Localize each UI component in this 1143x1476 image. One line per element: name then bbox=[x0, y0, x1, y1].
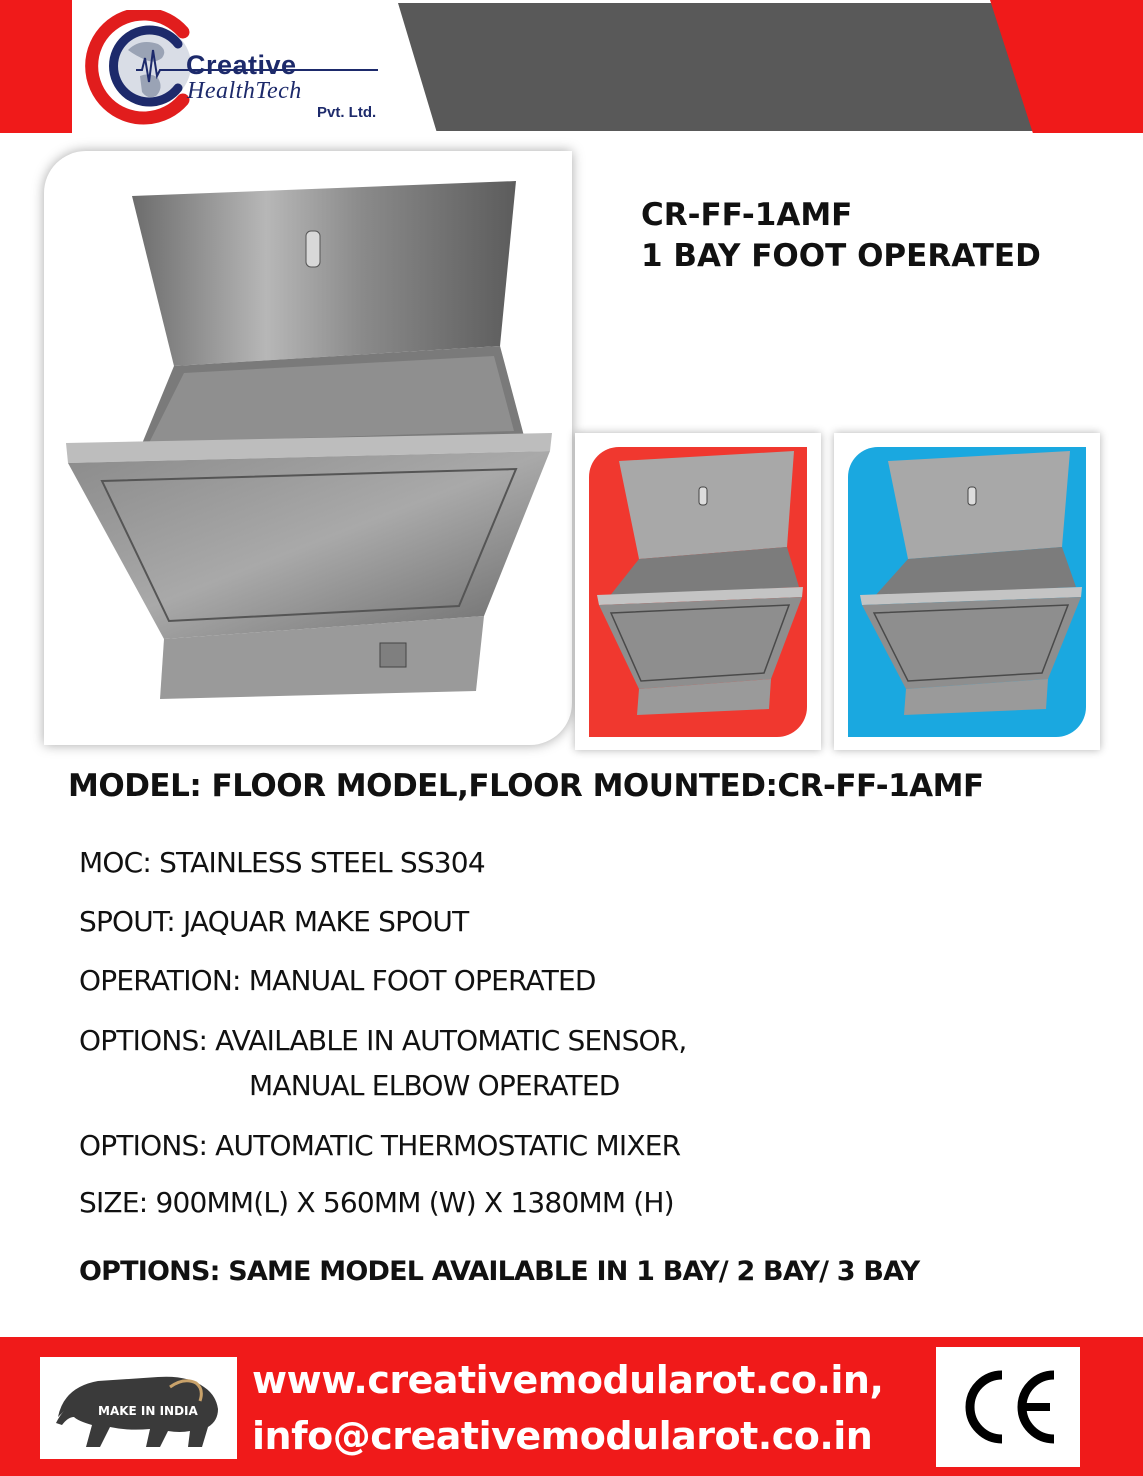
product-name: 1 BAY FOOT OPERATED bbox=[641, 238, 1041, 274]
spec-model: MODEL: FLOOR MODEL,FLOOR MOUNTED:CR-FF-1AMF bbox=[68, 768, 984, 804]
product-photo-main bbox=[44, 151, 572, 745]
product-photo-red bbox=[575, 433, 821, 750]
footer-email[interactable]: info@creativemodularot.co.in bbox=[252, 1414, 873, 1458]
logo-text-pvt-ltd: Pvt. Ltd. bbox=[317, 104, 377, 121]
product-title bbox=[641, 195, 1041, 277]
logo-text-healthtech: HealthTech bbox=[187, 78, 302, 104]
scrub-sink-illustration-red bbox=[589, 447, 807, 737]
spec-size: SIZE: 900MM(L) X 560MM (W) X 1380MM (H) bbox=[79, 1186, 674, 1219]
make-in-india-logo bbox=[40, 1357, 237, 1459]
header-gray-band bbox=[398, 3, 1038, 131]
spec-options-elbow: MANUAL ELBOW OPERATED bbox=[249, 1069, 620, 1102]
spec-spout: SPOUT: JAQUAR MAKE SPOUT bbox=[79, 905, 469, 938]
scrub-sink-illustration bbox=[44, 151, 572, 745]
product-photo-blue bbox=[834, 433, 1100, 750]
logo-text-creative: Creative bbox=[186, 50, 297, 80]
spec-options-mixer: OPTIONS: AUTOMATIC THERMOSTATIC MIXER bbox=[79, 1129, 681, 1162]
product-code: CR-FF-1AMF bbox=[641, 197, 853, 233]
spec-options-bays: OPTIONS: SAME MODEL AVAILABLE IN 1 BAY/ 2 BAY/ 3 BAY bbox=[79, 1256, 920, 1287]
lion-icon bbox=[40, 1357, 237, 1459]
scrub-sink-illustration-blue bbox=[848, 447, 1086, 737]
spec-moc: MOC: STAINLESS STEEL SS304 bbox=[79, 846, 485, 879]
footer-website[interactable]: www.creativemodularot.co.in, bbox=[252, 1358, 884, 1402]
spec-operation: OPERATION: MANUAL FOOT OPERATED bbox=[79, 964, 596, 997]
spec-options-sensor: OPTIONS: AVAILABLE IN AUTOMATIC SENSOR, bbox=[79, 1024, 687, 1057]
make-in-india-text: MAKE IN INDIA bbox=[98, 1404, 198, 1418]
ce-mark-box bbox=[936, 1347, 1080, 1467]
ce-mark-icon bbox=[936, 1347, 1080, 1467]
header-red-block-left bbox=[0, 0, 72, 133]
